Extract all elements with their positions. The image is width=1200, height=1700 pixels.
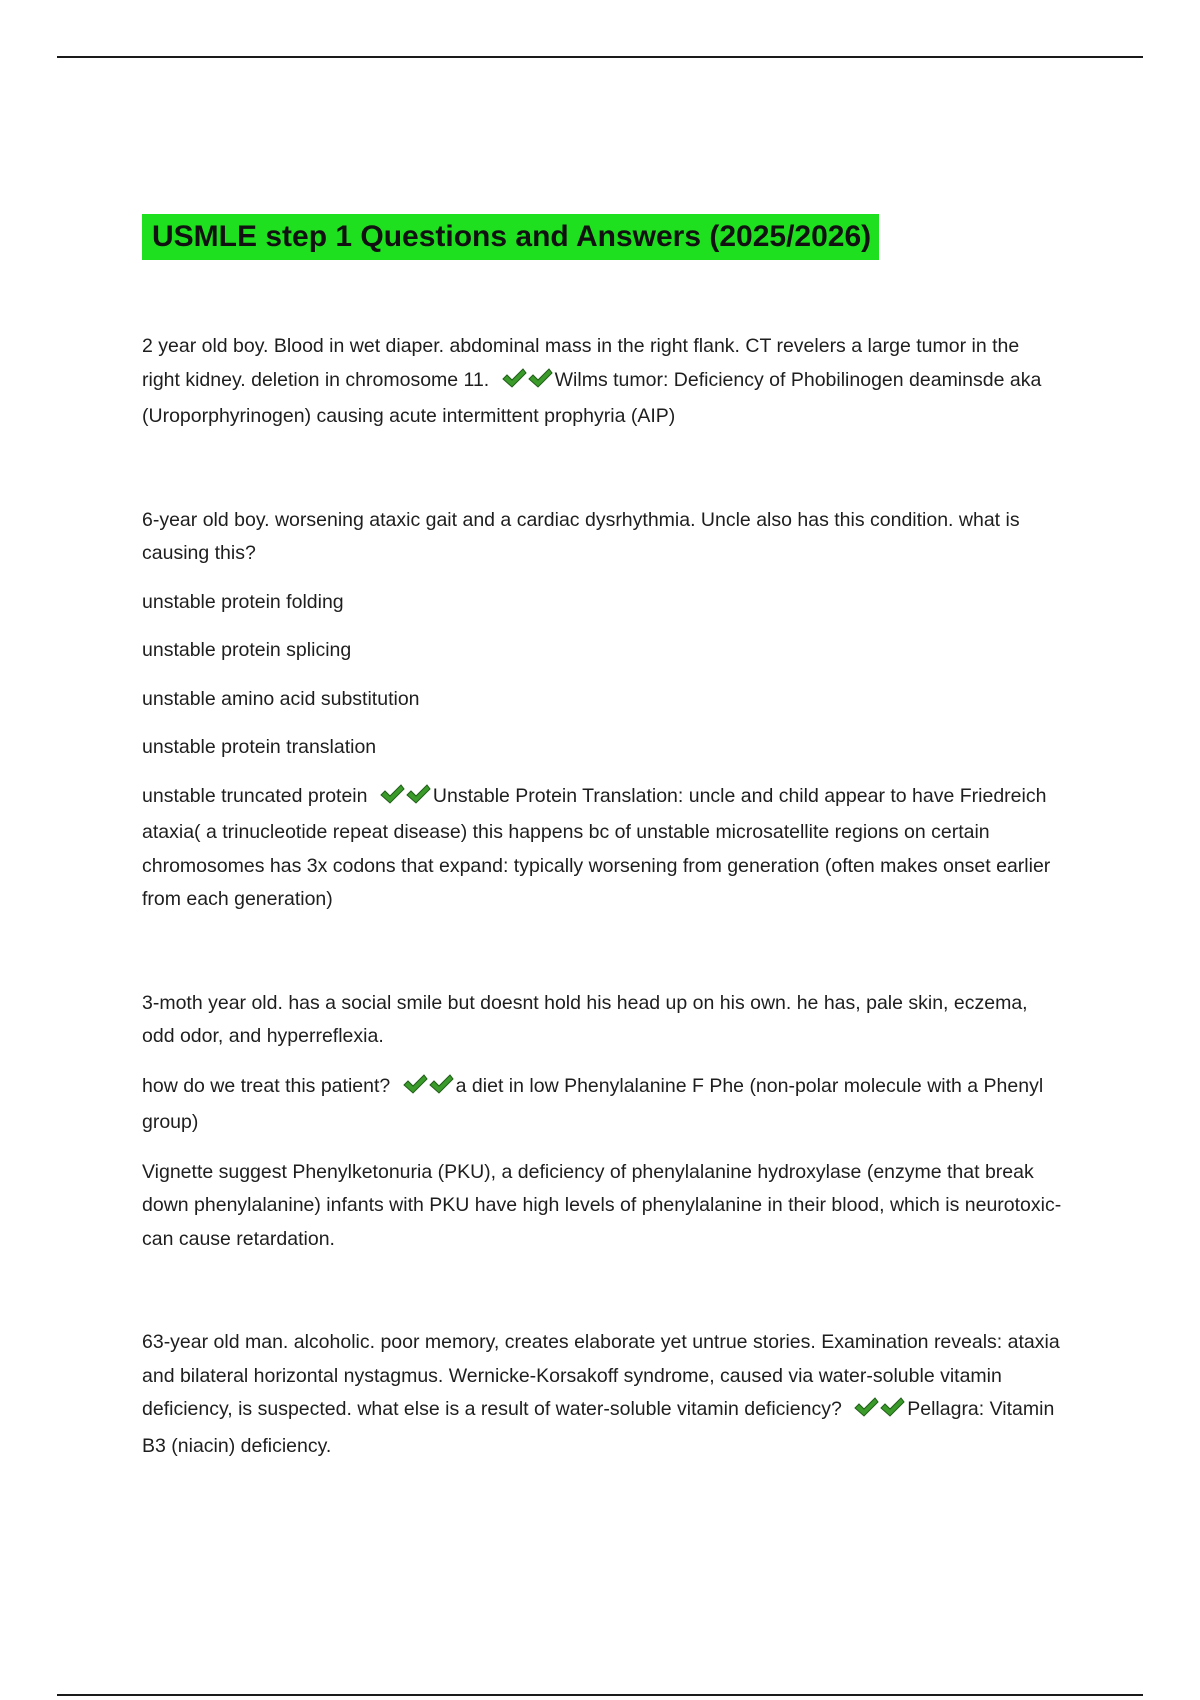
check-icon (428, 1073, 454, 1095)
qa-item-3-stem: 3-moth year old. has a social smile but doesnt hold his head up on his own. he has, pale skin, eczema, odd odor, and hyperreflexia. (142, 991, 1028, 1047)
answer-text: Unstable Protein Translation: uncle and child appear to have Friedreich ataxia( a trinucleotide repeat disease) this happens bc of unstable microsatellite regions on certain chromosomes has 3x codons that expand: typically worsening from generation (often makes onset earlier from each generation) (142, 784, 1051, 910)
document-title: USMLE step 1 Questions and Answers (2025/2026) (142, 214, 879, 260)
qa-item-2 (142, 504, 1062, 571)
footer-rule (57, 1694, 1143, 1696)
answer-text: Pellagra: Vitamin B3 (niacin) deficiency. (142, 1398, 1055, 1457)
double-check-icon (379, 783, 431, 817)
answer-option: unstable protein splicing (142, 639, 352, 661)
qa-item-4 (142, 1326, 1062, 1463)
qa-item-3 (142, 1070, 1062, 1140)
qa-item-1 (142, 330, 1062, 434)
check-icon (379, 783, 405, 805)
check-icon (501, 367, 527, 389)
question-text: how do we treat this patient? (142, 1074, 391, 1097)
check-icon (853, 1396, 879, 1418)
answer-option: unstable protein translation (142, 736, 377, 758)
answer-option-text: unstable truncated protein (142, 784, 368, 807)
question-text: 63-year old man. alcoholic. poor memory, creates elaborate yet untrue stories. Examination reveals: ataxia and bilateral horizontal nystagmus. Wernicke-Korsakoff syndrome, caused via water-soluble vitamin deficiency, is suspected. what else is a result of water-soluble vitamin deficiency? (142, 1331, 1060, 1420)
answer-option-with-answer (142, 780, 1062, 917)
check-icon (527, 367, 553, 389)
explanation-text: Vignette suggest Phenylketonuria (PKU), a deficiency of phenylalanine hydroxylase (enzyme that break down phenylalanine) infants with PKU have high levels of phenylalanine in their blood, which is neurotoxic- can cause retardation. (142, 1160, 1062, 1250)
document-body (142, 214, 1062, 1463)
question-text: 6-year old boy. worsening ataxic gait and a cardiac dysrhythmia. Uncle also has this condition. what is causing this? (142, 508, 1020, 564)
question-text: 2 year old boy. Blood in wet diaper. abdominal mass in the right flank. CT revelers a large tumor in the right kidney. deletion in chromosome 11. (142, 335, 1020, 391)
answer-option: unstable amino acid substitution (142, 687, 420, 710)
answer-option: unstable protein folding (142, 590, 344, 613)
double-check-icon (853, 1396, 905, 1430)
double-check-icon (501, 367, 553, 401)
double-check-icon (402, 1073, 454, 1107)
answer-text: a diet in low Phenylalanine F Phe (non-polar molecule with a Phenyl group) (142, 1074, 1044, 1133)
check-icon (879, 1396, 905, 1418)
header-rule (57, 56, 1143, 58)
check-icon (402, 1073, 428, 1095)
answer-text: Wilms tumor: Deficiency of Phobilinogen deaminsde aka (Uroporphyrinogen) causing acute intermittent prophyria (AIP) (142, 368, 1042, 427)
check-icon (405, 783, 431, 805)
